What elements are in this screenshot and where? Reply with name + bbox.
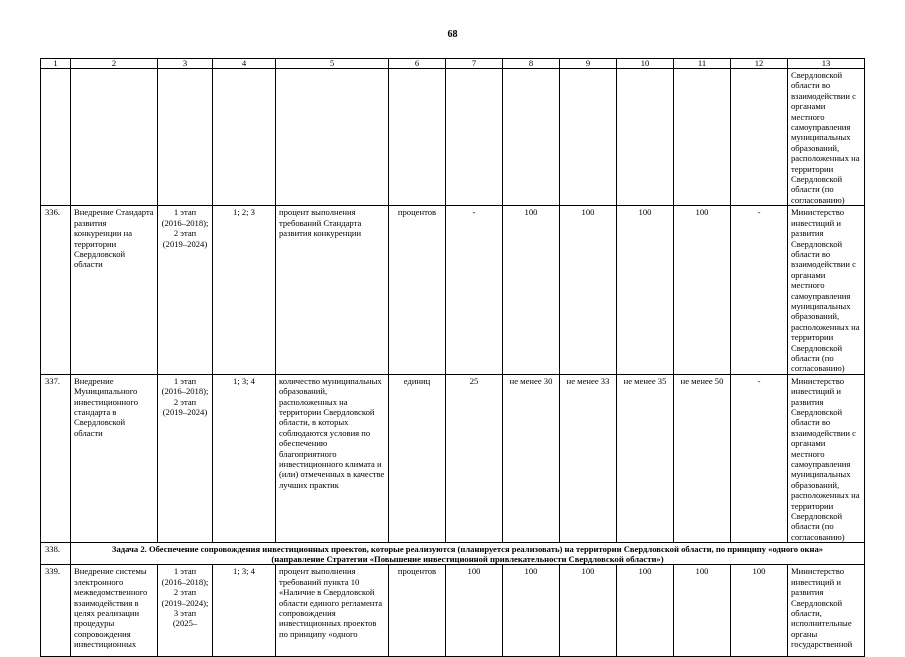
responsible-cell: Свердловской области во взаимодействии с органами местного самоуправления муниципальных образований, расположенных на территории Свердловской области (по согласованию) — [788, 69, 865, 206]
value-cell: 100 — [617, 206, 674, 375]
measure-name: Внедрение системы электронного межведомственного взаимодействия в целях реализации процедуры сопровождения инвестиционных — [71, 565, 158, 657]
column-number-header — [41, 59, 865, 69]
header-cell: 3 — [158, 59, 213, 69]
row-number: 339. — [41, 565, 71, 657]
header-cell: 11 — [674, 59, 731, 69]
task-heading — [71, 543, 865, 565]
header-cell: 5 — [276, 59, 389, 69]
value-cell: 100 — [560, 565, 617, 657]
row-number: 338. — [41, 543, 71, 565]
responsible-cell: Министерство инвестиций и развития Свердловской области во взаимодействии с органами местного самоуправления муниципальных образований, расположенных на территории Свердловской области (по согласованию) — [788, 374, 865, 543]
table-row-continuation — [41, 69, 865, 206]
value-cell: 100 — [446, 565, 503, 657]
unit-cell: процентов — [389, 565, 446, 657]
value-cell: 25 — [446, 374, 503, 543]
header-cell: 7 — [446, 59, 503, 69]
value-cell: 100 — [731, 565, 788, 657]
header-cell: 13 — [788, 59, 865, 69]
value-cell: не менее 50 — [674, 374, 731, 543]
indicator-cell: количество муниципальных образований, расположенных на территории Свердловской области, в которых соблюдаются условия по обеспечению благоприятного инвестиционного климата и (или) отмеченных в качестве лучших практик — [276, 374, 389, 543]
tasks-cell: 1; 3; 4 — [213, 565, 276, 657]
header-cell: 8 — [503, 59, 560, 69]
header-cell: 1 — [41, 59, 71, 69]
table-row-336 — [41, 206, 865, 375]
value-cell: не менее 35 — [617, 374, 674, 543]
header-cell: 9 — [560, 59, 617, 69]
responsible-cell: Министерство инвестиций и развития Свердловской области, исполнительные органы государственной — [788, 565, 865, 657]
value-cell: 100 — [674, 206, 731, 375]
tasks-cell: 1; 2; 3 — [213, 206, 276, 375]
value-cell: не менее 33 — [560, 374, 617, 543]
value-cell: 100 — [617, 565, 674, 657]
value-cell: 100 — [560, 206, 617, 375]
row-number: 337. — [41, 374, 71, 543]
value-cell: 100 — [503, 565, 560, 657]
page-number: 68 — [447, 29, 458, 40]
tasks-cell: 1; 3; 4 — [213, 374, 276, 543]
table-row-337 — [41, 374, 865, 543]
table-row-338-task — [41, 543, 865, 565]
header-cell: 4 — [213, 59, 276, 69]
task-heading-line1: Задача 2. Обеспечение сопровождения инвестиционных проектов, которые реализуются (планируется реализовать) на территории Свердловской области, по принципу «одного окна» — [111, 544, 824, 555]
indicator-cell: процент выполнения требований пункта 10 «Наличие в Свердловской области единого регламента сопровождения инвестиционных проектов по принципу «одного — [276, 565, 389, 657]
header-cell: 10 — [617, 59, 674, 69]
value-cell: - — [731, 206, 788, 375]
header-cell: 12 — [731, 59, 788, 69]
header-cell: 2 — [71, 59, 158, 69]
value-cell: - — [446, 206, 503, 375]
value-cell: 100 — [674, 565, 731, 657]
row-number: 336. — [41, 206, 71, 375]
value-cell: 100 — [503, 206, 560, 375]
task-heading-line2: (направление Стратегии «Повышение инвестиционной привлекательности Свердловской области») — [271, 554, 664, 565]
stage-cell: 1 этап (2016–2018); 2 этап (2019–2024) — [158, 374, 213, 543]
indicator-cell: процент выполнения требований Стандарта развития конкуренции — [276, 206, 389, 375]
header-cell: 6 — [389, 59, 446, 69]
unit-cell: процентов — [389, 206, 446, 375]
value-cell: - — [731, 374, 788, 543]
table-row-339 — [41, 565, 865, 657]
stage-cell: 1 этап (2016–2018); 2 этап (2019–2024); 3 этап (2025– — [158, 565, 213, 657]
unit-cell: единиц — [389, 374, 446, 543]
stage-cell: 1 этап (2016–2018); 2 этап (2019–2024) — [158, 206, 213, 375]
measure-name: Внедрение Стандарта развития конкуренции на территории Свердловской области — [71, 206, 158, 375]
value-cell: не менее 30 — [503, 374, 560, 543]
measure-name: Внедрение Муниципального инвестиционного стандарта в Свердловской области — [71, 374, 158, 543]
strategy-table — [40, 58, 865, 657]
responsible-cell: Министерство инвестиций и развития Свердловской области во взаимодействии с органами местного самоуправления муниципальных образований, расположенных на территории Свердловской области (по согласованию) — [788, 206, 865, 375]
